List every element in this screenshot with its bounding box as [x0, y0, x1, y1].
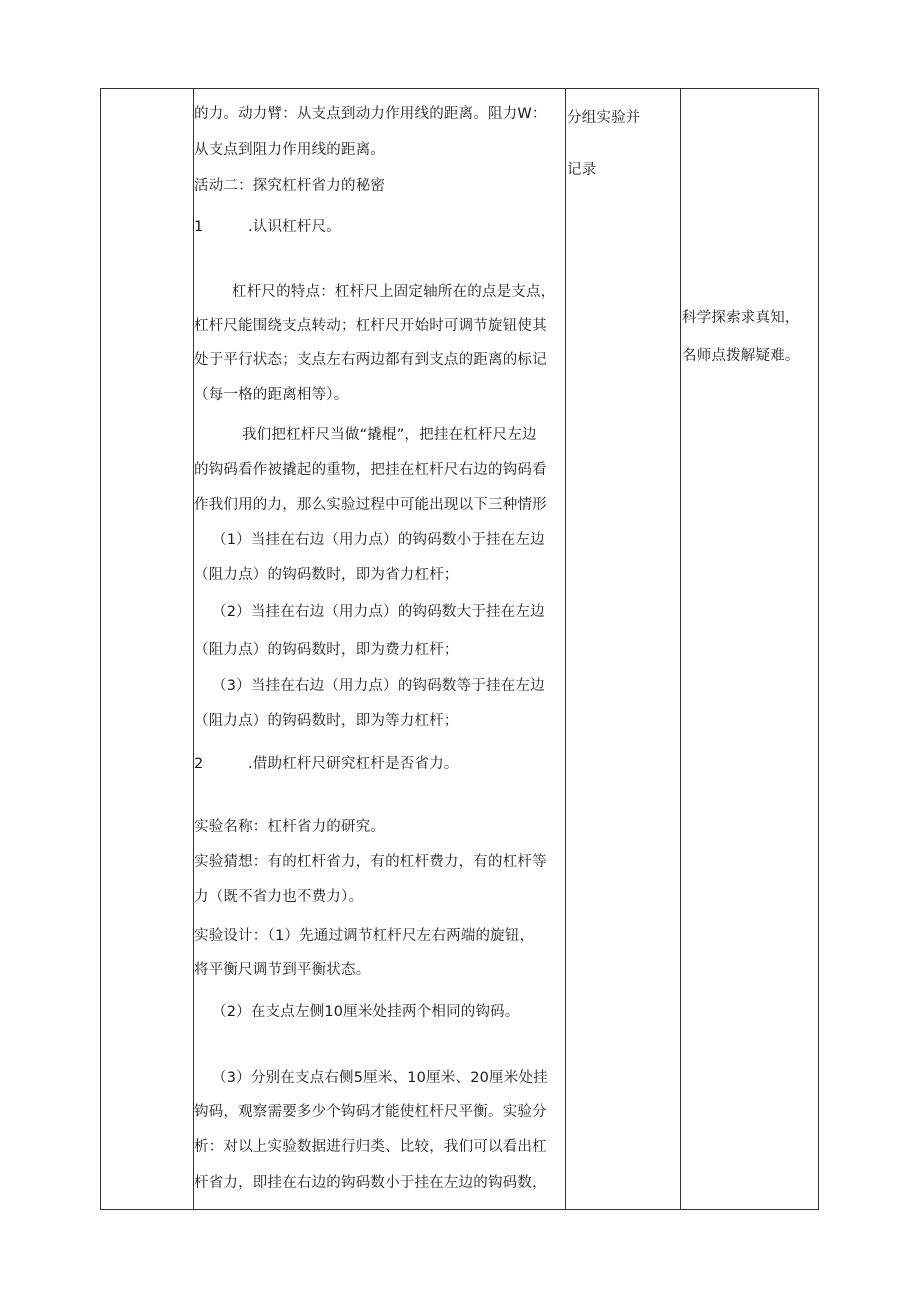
text-line: 记录	[567, 162, 597, 178]
text-line: 作我们用的力，那么实验过程中可能出现以下三种情形	[194, 497, 547, 513]
case-item: （2）当挂在右边（用力点）的钩码数大于挂在左边	[212, 604, 545, 620]
text-line: （阻力点）的钩码数时，即为等力杠杆；	[194, 713, 459, 729]
text-line: 我们把杠杆尺当做“撬棍”，把挂在杠杆尺左边	[242, 427, 537, 443]
text-line: （阻力点）的钩码数时，即为省力杠杆；	[194, 567, 459, 583]
item-number: 2	[194, 756, 204, 772]
case-item: （1）当挂在右边（用力点）的钩码数小于挂在左边	[212, 532, 545, 548]
case-item: （3）当挂在右边（用力点）的钩码数等于挂在左边	[212, 678, 545, 694]
text-line: 实验猜想：有的杠杆省力，有的杠杆费力，有的杠杆等	[194, 854, 547, 870]
column-divider	[680, 89, 681, 1209]
text-line: 科学探索求真知，	[682, 310, 800, 326]
text-line: 的力。动力臂：从支点到动力作用线的距离。阻力W：	[194, 106, 547, 122]
text-line: （3）分别在支点右侧5厘米、10厘米、20厘米处挂	[212, 1070, 548, 1086]
activity-heading: 活动二：探究杠杆省力的秘密	[194, 178, 386, 194]
text-line: 析：对以上实验数据进行归类、比较，我们可以看出杠	[194, 1139, 547, 1155]
text-line: 钩码，观察需要多少个钩码才能使杠杆尺平衡。实验分	[194, 1104, 547, 1120]
text-line: 名师点拨解疑难。	[682, 348, 800, 364]
text-line: 力（既不省力也不费力）。	[194, 889, 364, 905]
item-title: .认识杠杆尺。	[248, 219, 342, 235]
text-line: 处于平行状态；支点左右两边都有到支点的距离的标记	[194, 352, 547, 368]
item-title: .借助杠杆尺研究杠杆是否省力。	[248, 756, 459, 772]
text-line: （2）在支点左侧10厘米处挂两个相同的钩码。	[212, 1004, 520, 1020]
column-divider	[565, 89, 566, 1209]
text-line: 杆省力，即挂在右边的钩码数小于挂在左边的钩码数，	[194, 1175, 547, 1191]
text-line: （每一格的距离相等）。	[194, 387, 349, 403]
text-line: 将平衡尺调节到平衡状态。	[194, 962, 371, 978]
item-number: 1	[194, 219, 204, 235]
text-line: 的钩码看作被撬起的重物，把挂在杠杆尺右边的钩码看	[194, 462, 547, 478]
text-line: 杠杆尺能围绕支点转动；杠杆尺开始时可调节旋钮使其	[194, 318, 547, 334]
text-line: （阻力点）的钩码数时，即为费力杠杆；	[194, 642, 459, 658]
text-line: 从支点到阻力作用线的距离。	[194, 142, 386, 158]
text-line: 分组实验并	[567, 110, 641, 126]
text-line: 杠杆尺的特点：杠杆尺上固定轴所在的点是支点，	[232, 284, 556, 300]
text-line: 实验名称：杠杆省力的研究。	[194, 819, 386, 835]
text-line: 实验设计：（1）先通过调节杠杆尺左右两端的旋钮，	[194, 928, 535, 944]
